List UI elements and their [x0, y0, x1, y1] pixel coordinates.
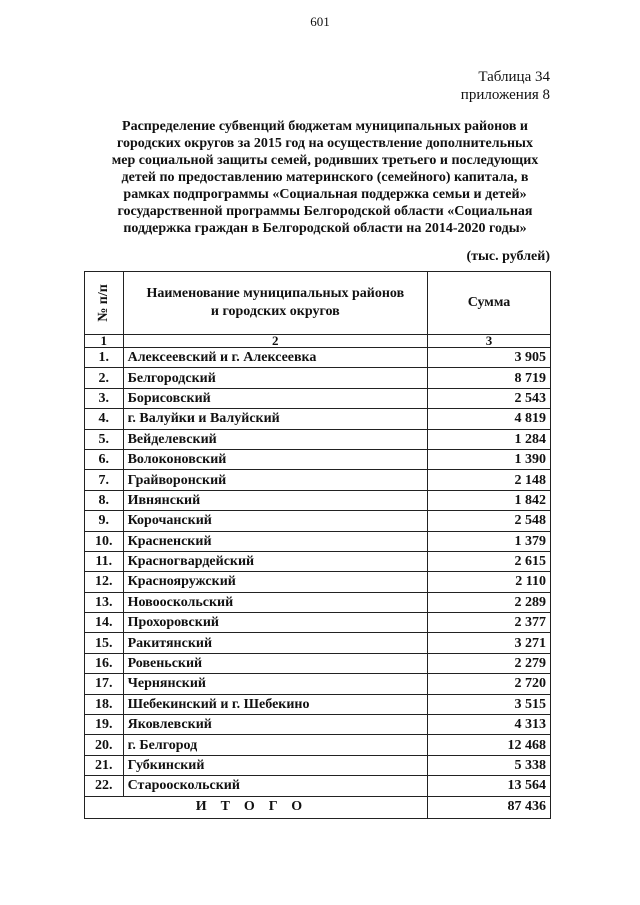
- row-number: 11.: [85, 551, 124, 571]
- table-row: [85, 470, 551, 490]
- table-body: [85, 348, 551, 797]
- header-number-label: № п/п: [95, 284, 111, 322]
- row-number: 15.: [85, 633, 124, 653]
- title-line: поддержка граждан в Белгородской области на 2014-2020 годы»: [123, 221, 527, 236]
- column-index: 1: [85, 335, 124, 348]
- row-sum: 4 819: [428, 409, 551, 429]
- table-row: [85, 776, 551, 796]
- row-number: 8.: [85, 490, 124, 510]
- row-sum: 8 719: [428, 368, 551, 388]
- row-sum: 2 720: [428, 674, 551, 694]
- row-number: 9.: [85, 511, 124, 531]
- table-row: [85, 409, 551, 429]
- table-row: [85, 674, 551, 694]
- row-name: Белгородский: [123, 368, 427, 388]
- row-number: 14.: [85, 613, 124, 633]
- title-line: мер социальной защиты семей, родивших третьего и последующих: [111, 153, 539, 168]
- header-name-line2: и городских округов: [210, 304, 340, 319]
- column-index: 2: [123, 335, 427, 348]
- header-name: [123, 272, 427, 335]
- row-number: 5.: [85, 429, 124, 449]
- row-sum: 13 564: [428, 776, 551, 796]
- row-name: Новооскольский: [123, 592, 427, 612]
- row-number: 10.: [85, 531, 124, 551]
- row-number: 7.: [85, 470, 124, 490]
- row-name: г. Валуйки и Валуйский: [123, 409, 427, 429]
- row-number: 17.: [85, 674, 124, 694]
- table-row: [85, 653, 551, 673]
- total-sum: 87 436: [428, 796, 551, 818]
- table-row: [85, 490, 551, 510]
- column-index: 3: [428, 335, 551, 348]
- row-number: 13.: [85, 592, 124, 612]
- row-sum: 3 515: [428, 694, 551, 714]
- row-number: 6.: [85, 449, 124, 469]
- row-name: Алексеевский и г. Алексеевка: [123, 348, 427, 368]
- subvention-table: [84, 271, 551, 819]
- total-label: ИТОГО: [85, 796, 428, 818]
- row-name: Борисовский: [123, 388, 427, 408]
- table-row: [85, 592, 551, 612]
- row-sum: 1 390: [428, 449, 551, 469]
- row-name: Губкинский: [123, 755, 427, 775]
- header-name-line1: Наименование муниципальных районов: [146, 286, 405, 301]
- appendix-number: приложения 8: [460, 87, 550, 103]
- row-name: Чернянский: [123, 674, 427, 694]
- page-number: 601: [310, 14, 330, 29]
- row-number: 22.: [85, 776, 124, 796]
- row-name: Грайворонский: [123, 470, 427, 490]
- table-row: [85, 715, 551, 735]
- title-line: детей по предоставлению материнского (семейного) капитала, в: [121, 170, 529, 185]
- row-sum: 2 110: [428, 572, 551, 592]
- table-row: [85, 348, 551, 368]
- row-sum: 3 905: [428, 348, 551, 368]
- table-header-row: [85, 272, 551, 335]
- table-row: [85, 613, 551, 633]
- table-reference: [461, 68, 550, 104]
- row-name: Краснояружский: [123, 572, 427, 592]
- row-number: 19.: [85, 715, 124, 735]
- table-row: [85, 511, 551, 531]
- row-sum: 1 842: [428, 490, 551, 510]
- row-sum: 1 284: [428, 429, 551, 449]
- row-sum: 3 271: [428, 633, 551, 653]
- table-row: [85, 735, 551, 755]
- row-name: Волоконовский: [123, 449, 427, 469]
- row-number: 18.: [85, 694, 124, 714]
- table-row: [85, 449, 551, 469]
- units-label: (тыс. рублей): [466, 249, 550, 264]
- title-line: рамках подпрограммы «Социальная поддержка семьи и детей»: [123, 187, 527, 202]
- row-name: Ракитянский: [123, 633, 427, 653]
- row-sum: 2 548: [428, 511, 551, 531]
- row-sum: 5 338: [428, 755, 551, 775]
- table-row: [85, 368, 551, 388]
- row-name: г. Белгород: [123, 735, 427, 755]
- row-sum: 1 379: [428, 531, 551, 551]
- row-number: 4.: [85, 409, 124, 429]
- row-name: Корочанский: [123, 511, 427, 531]
- column-index-row: [85, 335, 551, 348]
- table-row: [85, 694, 551, 714]
- row-name: Ровеньский: [123, 653, 427, 673]
- row-number: 1.: [85, 348, 124, 368]
- row-name: Красногвардейский: [123, 551, 427, 571]
- row-name: Старооскольский: [123, 776, 427, 796]
- row-sum: 2 543: [428, 388, 551, 408]
- table-row: [85, 572, 551, 592]
- table-row: [85, 429, 551, 449]
- table-row: [85, 633, 551, 653]
- title-line: Распределение субвенций бюджетам муниципальных районов и: [122, 119, 528, 134]
- total-row: [85, 796, 551, 818]
- row-name: Яковлевский: [123, 715, 427, 735]
- row-number: 16.: [85, 653, 124, 673]
- row-number: 3.: [85, 388, 124, 408]
- row-name: Красненский: [123, 531, 427, 551]
- row-sum: 2 279: [428, 653, 551, 673]
- row-number: 20.: [85, 735, 124, 755]
- row-sum: 2 377: [428, 613, 551, 633]
- row-number: 2.: [85, 368, 124, 388]
- title-line: городских округов за 2015 год на осуществление дополнительных: [116, 136, 533, 151]
- row-sum: 2 148: [428, 470, 551, 490]
- row-number: 12.: [85, 572, 124, 592]
- header-sum: Сумма: [428, 272, 551, 335]
- table-row: [85, 388, 551, 408]
- header-number: [85, 272, 124, 335]
- title-line: государственной программы Белгородской области «Социальная: [117, 204, 533, 219]
- row-name: Прохоровский: [123, 613, 427, 633]
- table-row: [85, 531, 551, 551]
- row-sum: 2 615: [428, 551, 551, 571]
- row-name: Ивнянский: [123, 490, 427, 510]
- row-sum: 12 468: [428, 735, 551, 755]
- table-row: [85, 755, 551, 775]
- row-sum: 4 313: [428, 715, 551, 735]
- document-title: [80, 118, 570, 237]
- table-number: Таблица 34: [478, 69, 550, 85]
- row-number: 21.: [85, 755, 124, 775]
- row-sum: 2 289: [428, 592, 551, 612]
- row-name: Вейделевский: [123, 429, 427, 449]
- row-name: Шебекинский и г. Шебекино: [123, 694, 427, 714]
- table-row: [85, 551, 551, 571]
